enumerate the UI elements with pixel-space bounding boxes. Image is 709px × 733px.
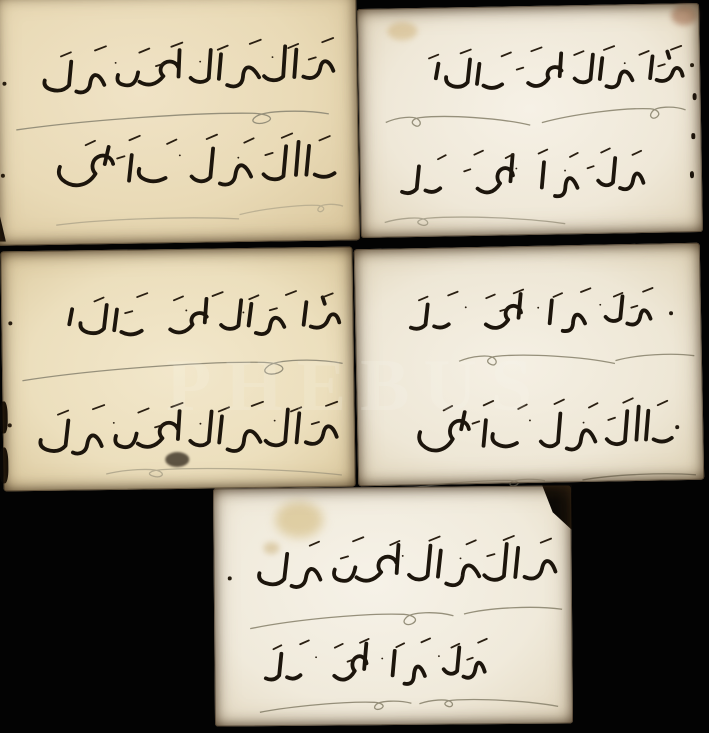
calligraphy-line	[383, 283, 660, 344]
calligraphy-line	[18, 33, 342, 105]
ink-dot	[8, 423, 12, 427]
ink-dot	[690, 63, 694, 67]
ink-dot	[228, 576, 232, 580]
calligraphy-line	[8, 128, 343, 201]
pencil-flourish	[580, 469, 698, 485]
ink-dot	[8, 321, 12, 325]
ink-speck	[690, 171, 694, 178]
paper-stain	[671, 5, 697, 25]
torn-corner	[0, 196, 6, 242]
torn-edge	[0, 447, 9, 483]
calligraphy-line	[240, 634, 493, 696]
pencil-flourish	[462, 602, 564, 621]
torn-corner	[542, 484, 572, 530]
pencil-flourish	[16, 353, 350, 388]
card-top-left	[0, 0, 360, 246]
pencil-flourish	[415, 694, 561, 713]
pencil-flourish	[246, 606, 458, 634]
ink-speck	[691, 133, 695, 139]
paper-stain	[387, 22, 417, 41]
pencil-flourish	[454, 346, 618, 373]
ink-dot	[669, 311, 673, 315]
paper-stain	[275, 502, 323, 538]
pencil-flourish	[614, 349, 696, 367]
card-middle-right	[354, 243, 704, 487]
card-middle-left	[0, 247, 355, 492]
calligraphy-line	[390, 41, 689, 104]
pencil-flourish	[257, 697, 415, 716]
torn-edge	[0, 401, 8, 433]
calligraphy-line	[373, 144, 652, 211]
pencil-flourish	[379, 209, 569, 232]
ink-dot	[1, 174, 5, 178]
pencil-flourish	[237, 200, 345, 218]
pencil-flourish	[98, 461, 346, 484]
pencil-flourish	[381, 108, 533, 135]
card-top-right	[357, 3, 703, 238]
calligraphy-line	[233, 532, 564, 599]
calligraphy-line	[373, 393, 680, 467]
pencil-flourish	[539, 101, 689, 128]
ink-dot	[2, 82, 6, 86]
card-bottom	[213, 485, 573, 726]
calligraphy-line	[19, 287, 346, 352]
pencil-flourish	[53, 212, 243, 231]
ink-speck	[693, 93, 697, 100]
